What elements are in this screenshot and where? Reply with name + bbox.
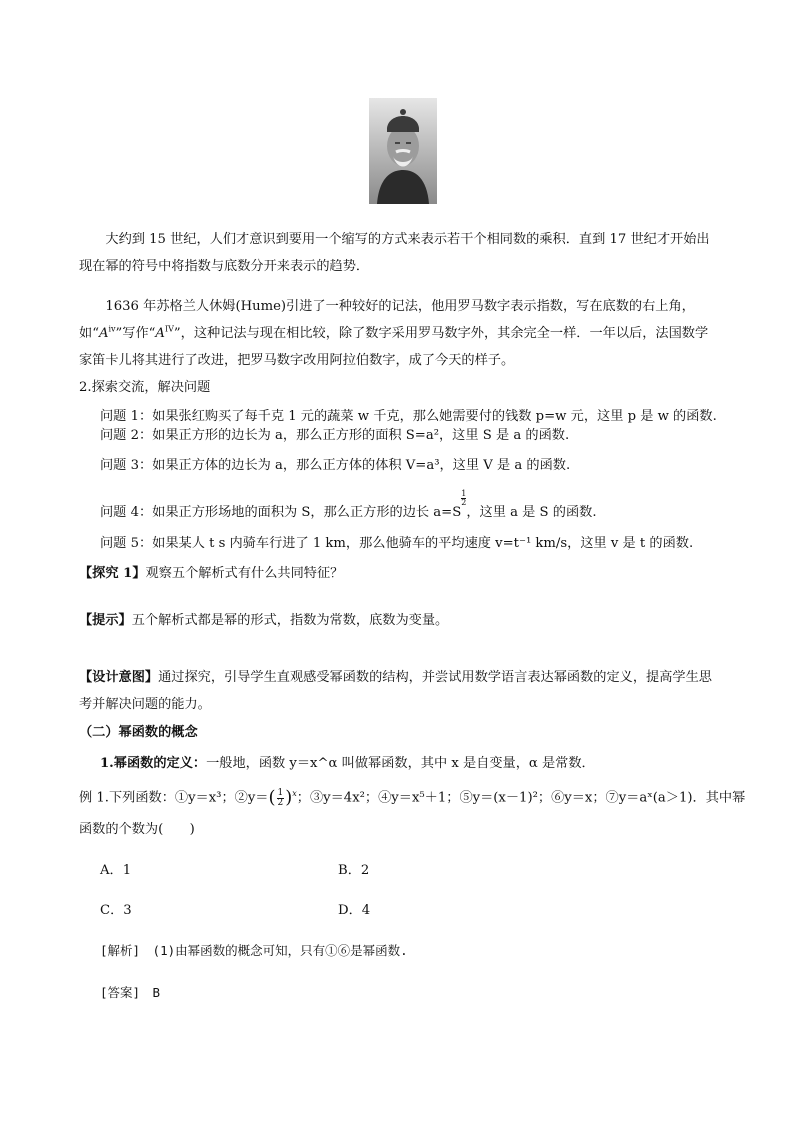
option-a: A．1 xyxy=(100,863,132,878)
quote-open: “ xyxy=(92,326,99,341)
exponent-numerator: 1 xyxy=(461,489,467,498)
function-6: ⑥y＝x； xyxy=(551,790,606,806)
quote-close: ” xyxy=(115,326,123,341)
history-paragraph-2-start: 1636 年苏格兰人休姆(Hume)引进了一种较好的记法，他用罗马数字表示指数，写在底数的右上角，如 xyxy=(79,299,695,341)
section-2-heading: 2.探索交流，解决问题 xyxy=(79,380,211,395)
example-line-1 xyxy=(79,788,745,809)
design-label: 【设计意图】 xyxy=(79,670,159,685)
question-3: 问题 3：如果正方体的边长为 a，那么正方体的体积 V=a³，这里 V 是 a 的函数. xyxy=(100,458,571,473)
write-as-text: 写作 xyxy=(122,326,149,341)
function-2-start: ②y＝ xyxy=(234,790,269,806)
half-numerator: 1 xyxy=(277,787,284,798)
explore-text: 观察五个解析式有什么共同特征？ xyxy=(145,566,344,581)
paren-open: ( xyxy=(268,787,276,808)
notation-base-1: A xyxy=(98,326,109,341)
quote-close-2: ” xyxy=(173,326,181,341)
concept-heading: （二）幂函数的概念 xyxy=(79,725,198,740)
design-intent xyxy=(79,664,719,718)
portrait-image xyxy=(369,98,437,204)
function-5: ⑤y＝(x－1)²； xyxy=(459,790,552,806)
function-4: ④y＝x⁵＋1； xyxy=(378,790,460,806)
question-4-end: ，这里 a 是 S 的函数. xyxy=(466,505,597,520)
option-b: B．2 xyxy=(338,863,370,878)
notation-base-2: A xyxy=(155,326,165,341)
quote-open-2: “ xyxy=(148,326,156,341)
function-1: ①y＝x³； xyxy=(174,790,235,806)
notation-exponent-1: iv xyxy=(108,324,116,334)
explore-label: 【探究 1】 xyxy=(79,566,146,581)
hint-line xyxy=(79,611,448,631)
question-4 xyxy=(100,489,597,523)
half-denominator: 2 xyxy=(277,797,284,808)
notation-exponent-2: IV xyxy=(164,324,174,334)
design-text: 通过探究，引导学生直观感受幂函数的结构，并尝试用数学语言表达幂函数的定义，提高学生思考并解决问题的能力。 xyxy=(79,670,712,712)
hint-label: 【提示】 xyxy=(79,613,132,628)
question-2: 问题 2：如果正方形的边长为 a，那么正方形的面积 S=a²，这里 S 是 a 的函数. xyxy=(100,428,570,443)
exponent-denominator: 2 xyxy=(461,498,467,507)
question-5: 问题 5：如果某人 t s 内骑车行进了 1 km，那么他骑车的平均速度 v=t⁻¹ km/s，这里 v 是 t 的函数. xyxy=(100,536,694,551)
function-3: ③y＝4x²； xyxy=(309,790,379,806)
option-d: D．4 xyxy=(338,903,371,918)
question-4-start: 问题 4：如果正方形场地的面积为 S，那么正方形的边长 a=S xyxy=(100,505,462,520)
question-1: 问题 1：如果张红购买了每千克 1 元的蔬菜 w 千克，那么她需要付的钱数 p=w 元，这里 p 是 w 的函数. xyxy=(100,409,717,424)
half-fraction xyxy=(277,789,285,808)
portrait-photo xyxy=(369,98,437,204)
definition-line xyxy=(100,754,595,774)
explore-line xyxy=(79,564,343,584)
history-paragraph-1: 大约到 15 世纪，人们才意识到要用一个缩写的方式来表示若干个相同数的乘积．直到 17 世纪才开始出现在幂的符号中将指数与底数分开来表示的趋势． xyxy=(79,232,710,274)
function-2-end: ； xyxy=(296,790,310,806)
answer-line: [答案] B xyxy=(100,985,161,1000)
paren-close: ) xyxy=(285,787,293,808)
function-7: ⑦y＝aˣ(a＞1)．其中幂 xyxy=(605,790,746,806)
history-paragraph-2 xyxy=(79,293,719,374)
option-c: C．3 xyxy=(100,903,132,918)
definition-label: 1.幂函数的定义： xyxy=(100,756,207,771)
history-paragraph-2-end: ，这种记法与现在相比较，除了数字采用罗马数字外，其余完全一样．一年以后，法国数学家笛卡儿将其进行了改进，把罗马数字改用阿拉伯数字，成了今天的样子。 xyxy=(79,326,709,368)
analysis-line: [解析] (1)由幂函数的概念可知，只有①⑥是幂函数. xyxy=(100,943,408,958)
example-line-2: 函数的个数为( ) xyxy=(79,822,195,837)
definition-text: 一般地，函数 y＝x^α 叫做幂函数，其中 x 是自变量，α 是常数． xyxy=(206,756,595,771)
hint-text: 五个解析式都是幂的形式，指数为常数，底数为变量。 xyxy=(131,613,449,628)
function-2-exponent: x xyxy=(292,789,297,799)
exponent-fraction xyxy=(461,490,466,507)
example-lead: 例 1.下列函数： xyxy=(79,790,175,806)
